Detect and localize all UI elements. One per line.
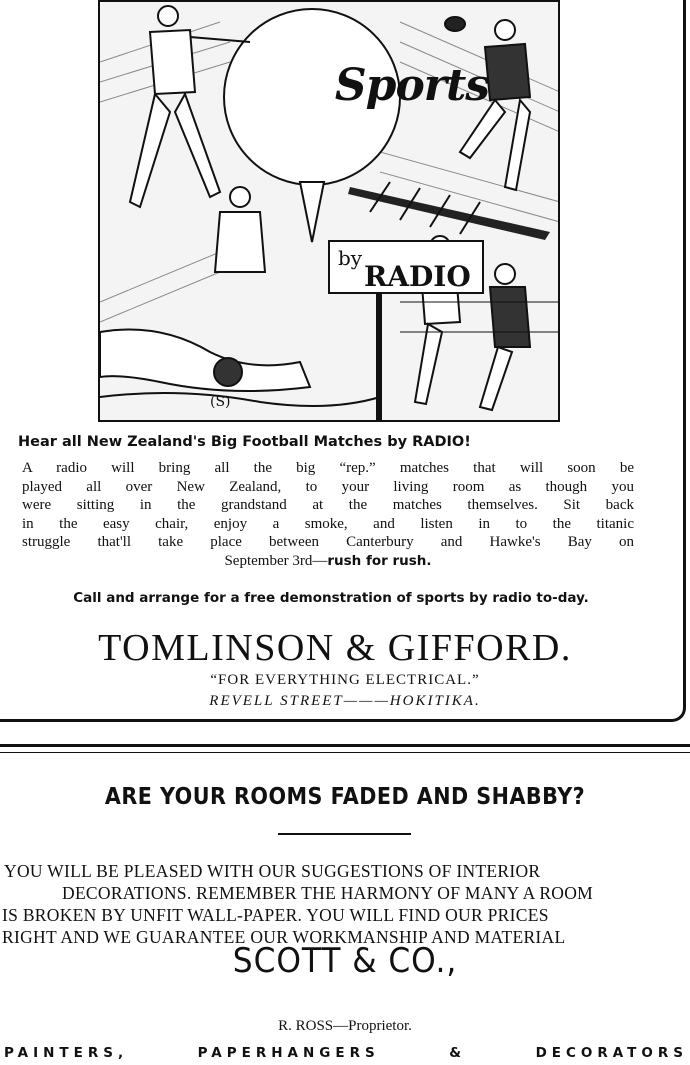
tomlinson-slogan: “FOR EVERYTHING ELECTRICAL.” — [210, 672, 480, 688]
scott-firm-name: SCOTT & CO., — [232, 941, 458, 981]
body-last-line — [22, 552, 634, 571]
by-word: by — [338, 246, 363, 270]
scott-short-rule — [278, 833, 411, 835]
body-line: A radio will bring all the big “rep.” matches that will soon be — [22, 460, 634, 476]
tomlinson-headline: Hear all New Zealand's Big Football Matches by RADIO! — [18, 434, 471, 450]
scott-body-text — [0, 860, 690, 948]
trade-item: PAINTERS, — [4, 1045, 129, 1061]
artist-signature: (S) — [210, 394, 231, 410]
body-line: played all over New Zealand, to your living room as though you — [22, 478, 634, 495]
scott-body-line: IS BROKEN BY UNFIT WALL-PAPER. YOU WILL FIND OUR PRICES — [2, 905, 549, 925]
trade-item: DECORATORS — [535, 1045, 688, 1061]
scott-body-line: YOU WILL BE PLEASED WITH OUR SUGGESTIONS OF INTERIOR — [4, 861, 541, 881]
player-middle-figure — [215, 187, 265, 272]
by-radio-sign — [328, 240, 484, 294]
radio-word: RADIO — [364, 260, 471, 293]
swimmer-figure — [100, 330, 380, 407]
body-line: were sitting in the grandstand at the matches themselves. Sit back — [22, 497, 634, 513]
sports-by-radio-illustration — [98, 0, 560, 422]
scott-headline: ARE YOUR ROOMS FADED AND SHABBY? — [104, 784, 586, 810]
tomlinson-firm-name: TOMLINSON & GIFFORD. — [98, 627, 572, 669]
scott-body-line: DECORATIONS. REMEMBER THE HARMONY OF MANY A ROOM — [62, 883, 594, 903]
scott-body-line: RIGHT AND WE GUARANTEE OUR WORKMANSHIP AND MATERIAL — [2, 927, 566, 947]
body-line: in the easy chair, enjoy a smoke, and listen in to the titanic — [22, 515, 634, 532]
separator-rule-thin — [0, 752, 690, 753]
separator-rule-thick — [0, 744, 690, 747]
scott-proprietor: R. ROSS—Proprietor. — [278, 1018, 412, 1034]
scott-trades — [4, 1045, 688, 1061]
trade-item: & — [449, 1045, 467, 1061]
body-rush-phrase: rush for rush. — [327, 552, 432, 569]
body-line: struggle that'll take place between Canterbury and Hawke's Bay on — [22, 534, 634, 550]
tomlinson-body-text — [22, 459, 634, 570]
tomlinson-address: REVELL STREET———HOKITIKA. — [209, 693, 481, 709]
body-date: September 3rd— — [224, 552, 328, 569]
trade-item: PAPERHANGERS — [197, 1045, 380, 1061]
sports-title: Sports — [334, 60, 490, 111]
call-to-action: Call and arrange for a free demonstration of sports by radio to-day. — [73, 590, 589, 606]
